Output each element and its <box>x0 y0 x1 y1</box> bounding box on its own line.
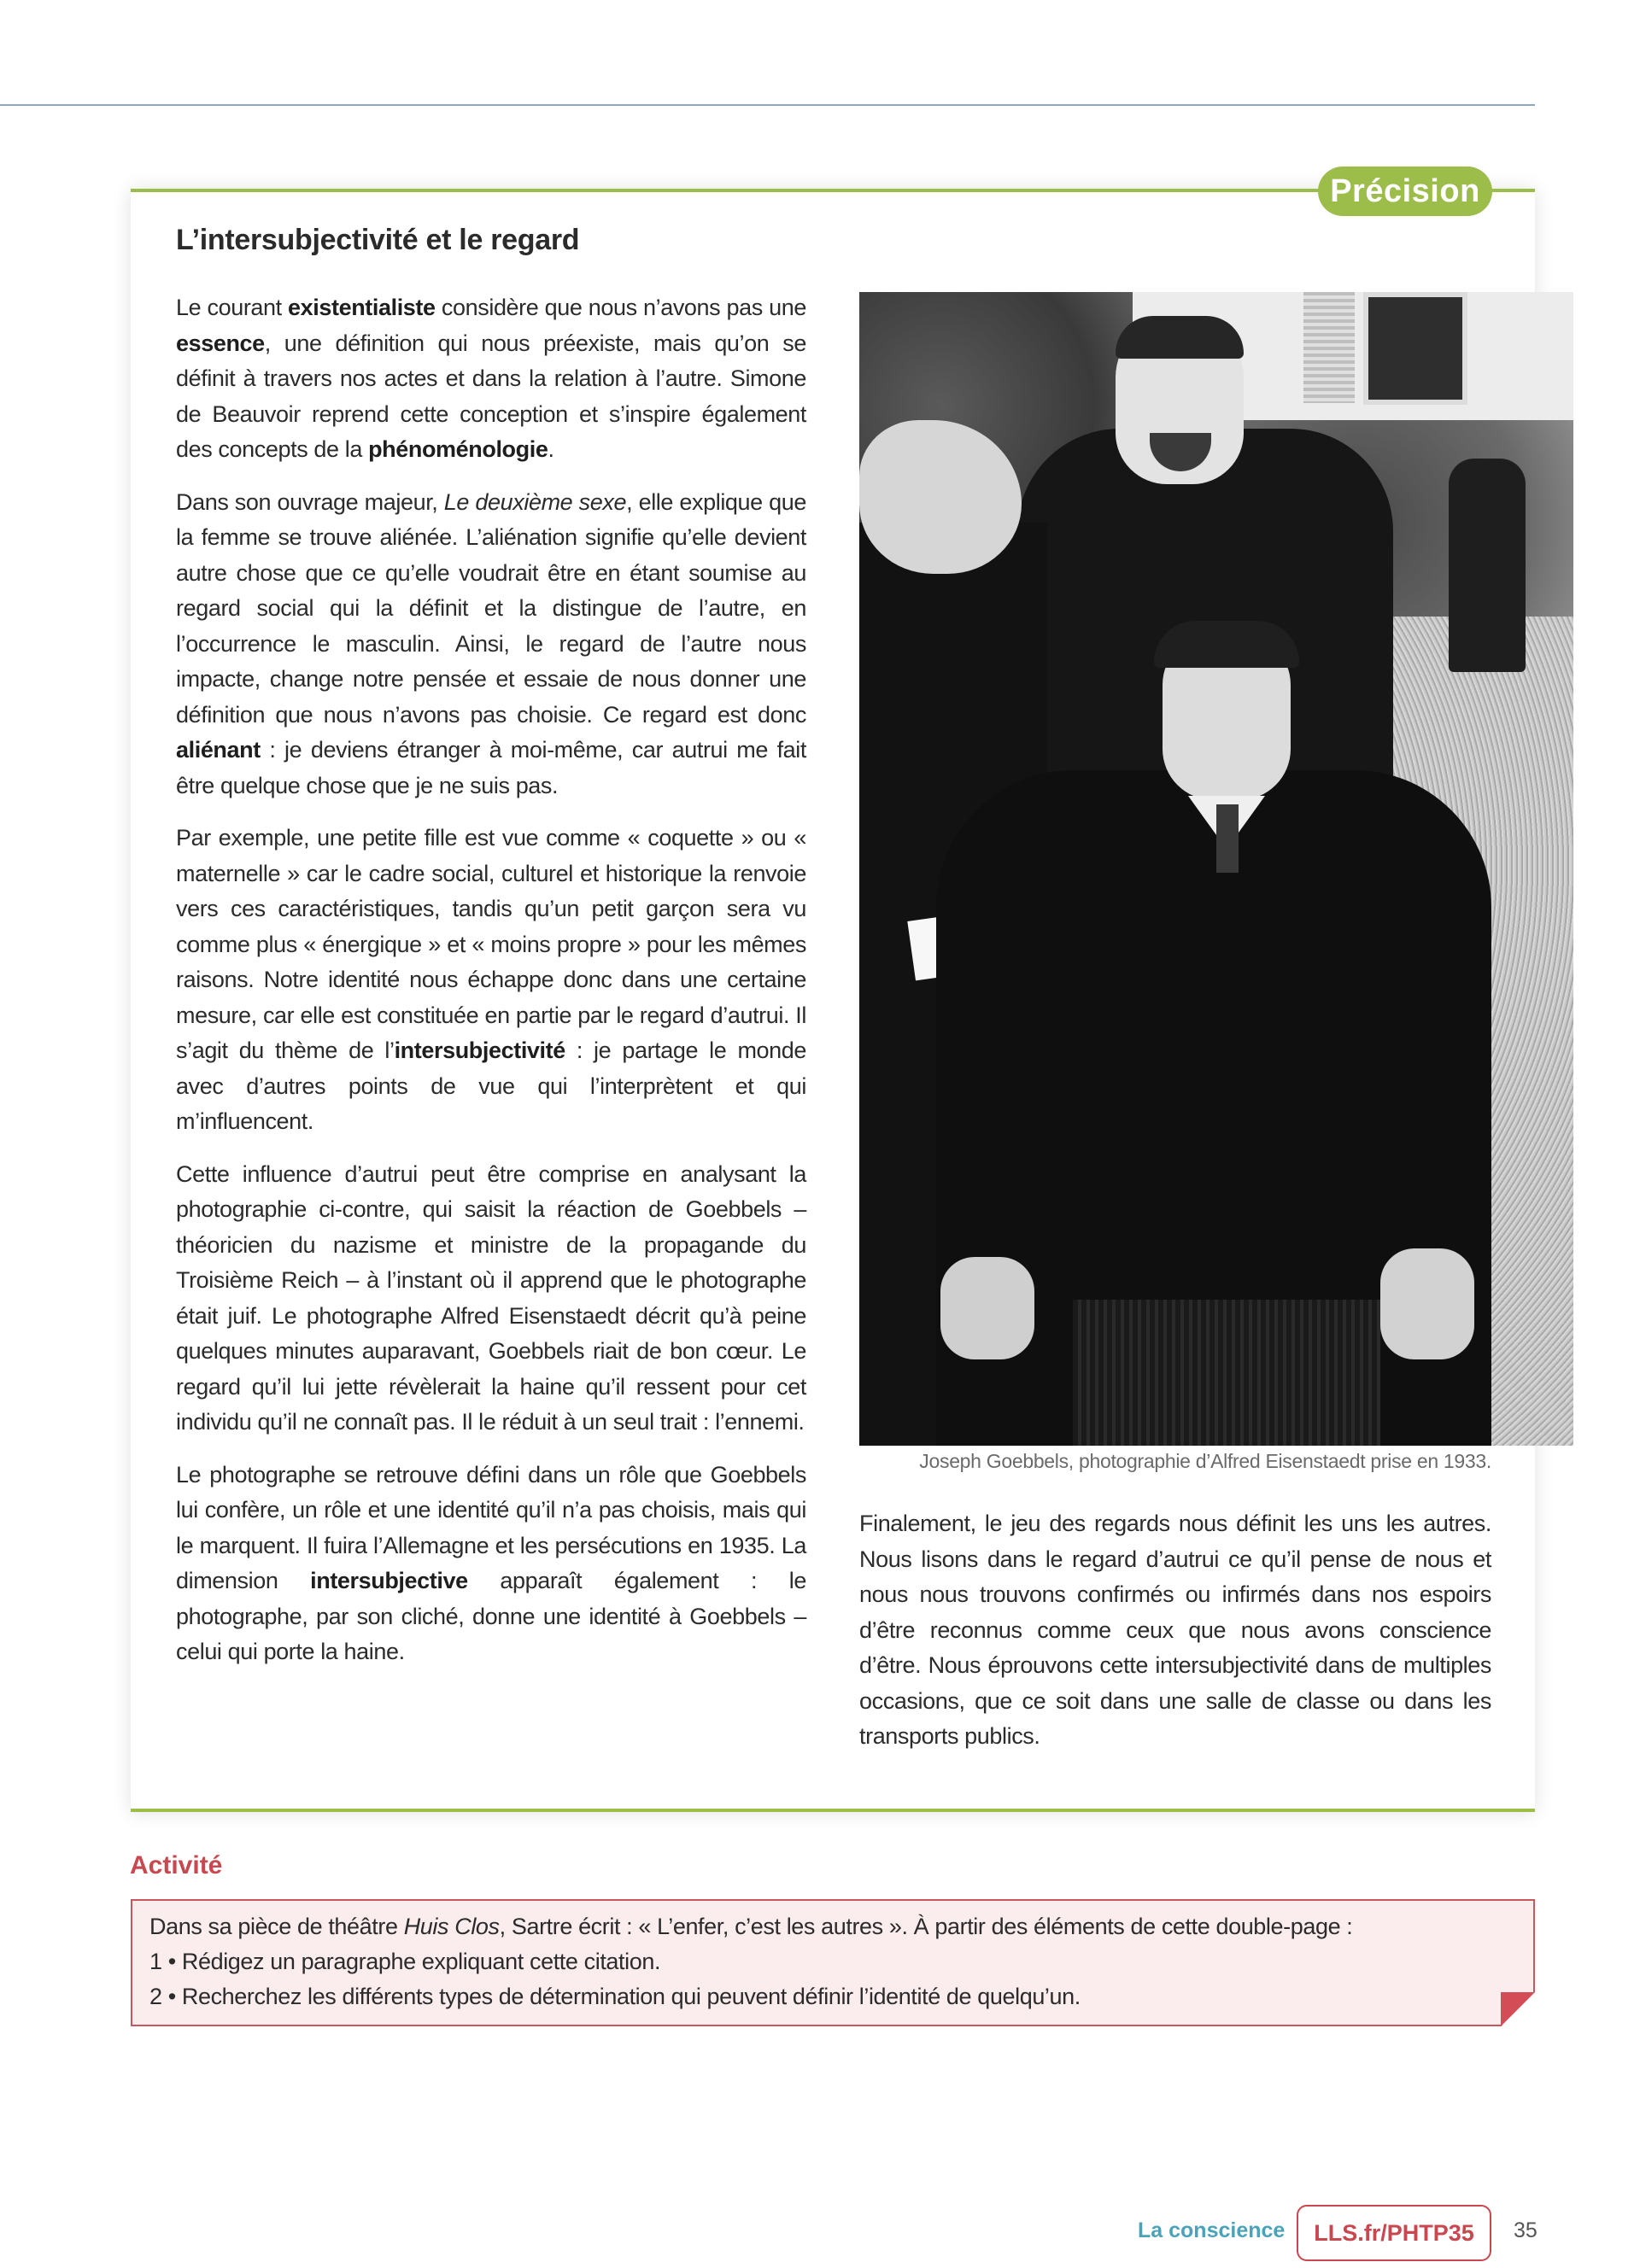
precision-badge <box>1318 167 1492 216</box>
precision-badge-label: Précision <box>1330 172 1480 209</box>
text: apparaît également : le photographe, par son cliché, donne une identité à Goebbels – celui qui porte la haine. <box>176 1568 806 1664</box>
footer-link-label: LLS.fr/PHTP35 <box>1314 2219 1474 2246</box>
text: Dans son ouvrage majeur, <box>176 488 444 515</box>
photo-hand-left <box>940 1257 1034 1359</box>
term-essence: essence <box>176 330 265 356</box>
photo-caption: Joseph Goebbels, photographie d’Alfred Eisenstaedt prise en 1933. <box>919 1450 1491 1472</box>
term-existentialiste: existentialiste <box>288 295 436 320</box>
text: Le photographe se retrouve défini dans un rôle que Goebbels lui confère, un rôle et une identité qu’il n’a pas choisis, mais qui le marquent. Il fuira l’Allemagne et les persécutions en 1935. La dimension <box>176 1461 806 1593</box>
left-column <box>176 290 806 1687</box>
right-column <box>859 1506 1491 1772</box>
text: , une définition qui nous préexiste, mais qu’on se définit à travers nos actes et dans la relation à l’autre. Simone de Beauvoir reprend cette conception et s’inspire également des concepts de la <box>176 330 806 462</box>
photo-seated-man-hair <box>1154 621 1299 668</box>
paragraph-2 <box>176 485 806 804</box>
text: : je partage le monde avec d’autres points de vue qui l’interprètent et qui m’influencent. <box>176 1038 806 1134</box>
photo-hand-right <box>1380 1248 1474 1359</box>
text: , Sartre écrit : « L’enfer, c’est les autres ». À partir des éléments de cette double-page : <box>499 1914 1353 1939</box>
text: Par exemple, une petite fille est vue comme « coquette » ou « maternelle » car le cadre social, culturel et historique la renvoie vers ces caractéristiques, tandis qu’un petit garçon sera vu comme plus « énergique » et « moins propre » pour les mêmes raisons. Notre identité nous échappe donc dans une certaine mesure, car elle est constituée en partie par le regard d’autrui. Il s’agit du thème de l’ <box>176 825 806 1063</box>
page-number: 35 <box>1514 2218 1538 2242</box>
footer-resource-link[interactable] <box>1297 2205 1491 2261</box>
footer-chapter-title: La conscience <box>1138 2218 1286 2242</box>
photo-window <box>1363 292 1467 405</box>
activity-item-2: 2 • Recherchez les différents types de détermination qui peuvent définir l’identité de quelqu’un. <box>149 1984 1081 2009</box>
text: , elle explique que la femme se trouve aliénée. L’aliénation signifie qu’elle devient autre chose que ce qu’elle voudrait être en étant soumise au regard social qui la définit et la distingue de l’autre, en l’occurrence le masculin. Ainsi, le regard de l’autre nous impacte, change notre pensée et essaie de nous donner une définition que nous n’avons pas choisie. Ce regard est donc <box>176 488 806 728</box>
activity-item-1: 1 • Rédigez un paragraphe expliquant cette citation. <box>149 1949 661 1974</box>
frame-bottom-divider <box>131 1809 1535 1812</box>
photo-standing-man-hair <box>1116 316 1244 359</box>
text: : je deviens étranger à moi-même, car autrui me fait être quelque chose que je ne suis pas. <box>176 737 806 798</box>
term-intersubjectivite: intersubjectivité <box>394 1038 565 1063</box>
paragraph-conclusion: Finalement, le jeu des regards nous définit les uns les autres. Nous lisons dans le regard d’autrui ce qu’il pense de nous et nous nous trouvons confirmés ou infirmés dans nos espoirs d’être reconnus comme ceux que nous avons conscience d’être. Nous éprouvons cette intersubjectivité dans de multiples occasions, que ce soit dans une salle de classe ou dans les transports publics. <box>859 1511 1491 1749</box>
section-title: L’intersubjectivité et le regard <box>176 224 580 256</box>
text: Dans sa pièce de théâtre <box>149 1914 404 1939</box>
photo-bystander <box>1449 459 1526 672</box>
text: . <box>548 436 554 462</box>
top-rule <box>0 104 1535 106</box>
term-intersubjective: intersubjective <box>310 1568 468 1593</box>
term-phenomenologie: phénoménologie <box>368 436 548 462</box>
paragraph-5 <box>176 1458 806 1670</box>
photo-shutter <box>1303 292 1355 403</box>
term-alienant: aliénant <box>176 737 261 763</box>
activity-content <box>149 1909 1499 2014</box>
photo-seated-man-tie <box>1216 804 1239 873</box>
folded-corner-icon <box>1501 1992 1535 2026</box>
play-title: Huis Clos <box>403 1914 500 1939</box>
paragraph-3 <box>176 821 806 1140</box>
activity-intro <box>149 1909 1499 1944</box>
paragraph-4: Cette influence d’autrui peut être comprise en analysant la photographie ci-contre, qui saisit la réaction de Goebbels – théoricien du nazisme et ministre de la propagande du Troisième Reich – à l’instant où il apprend que le photographe était juif. Le photographe Alfred Eisenstaedt décrit qu’à peine quelques minutes auparavant, Goebbels riait de bon cœur. Le regard qu’il lui jette révèlerait la haine qu’il ressent pour cet individu qu’il ne connaît pas. Il le réduit à un seul trait : l’ennemi. <box>176 1160 806 1435</box>
goebbels-photograph <box>859 292 1573 1446</box>
photo-trousers <box>1073 1300 1380 1446</box>
text: considère que nous n’avons pas une <box>435 295 806 320</box>
text: Le courant <box>176 295 289 320</box>
paragraph-1 <box>176 290 806 468</box>
book-title: Le deuxième sexe <box>443 488 627 515</box>
activity-heading: Activité <box>130 1851 223 1879</box>
